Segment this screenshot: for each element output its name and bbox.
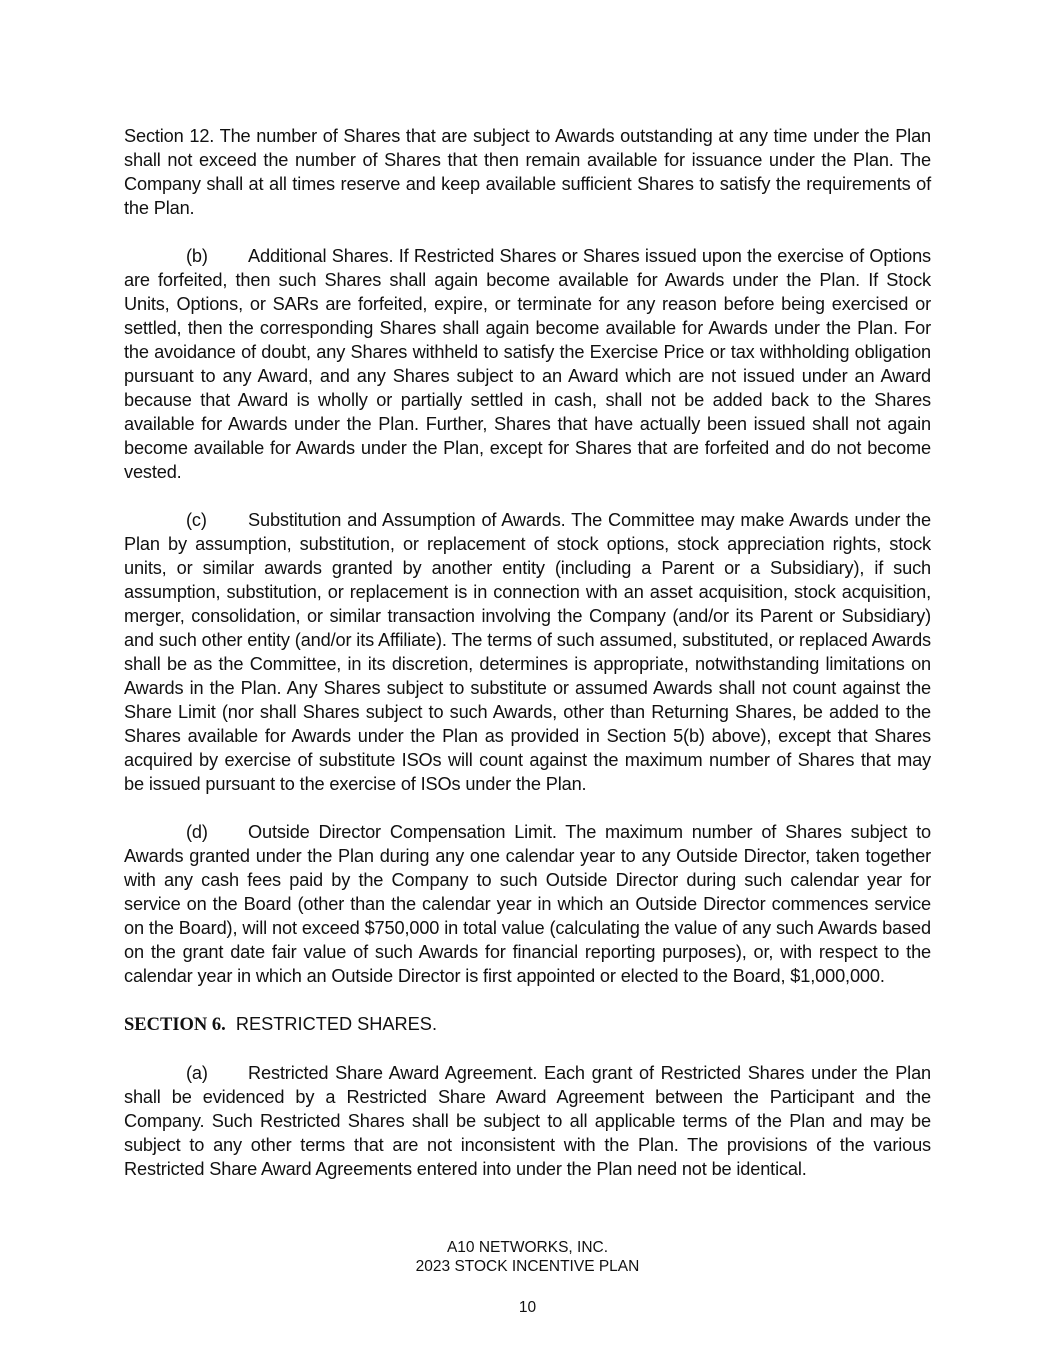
section-6-number: SECTION 6. bbox=[124, 1015, 226, 1035]
paragraph-d-text: Outside Director Compensation Limit. The maximum number of Shares subject to Awards granted under the Plan during any one calendar year to any Outside Director, taken together with any cash fees paid by the Company to such Outside Director during such calendar year for service on the Board (other than the calendar year in which an Outside Director commences service on the Board), will not exceed $750,000 in total value (calculating the value of any such Awards based on the grant date fair value of such Awards for financial reporting purposes), or, with respect to the calendar year in which an Outside Director is first appointed or elected to the Board, $1,000,000. bbox=[124, 822, 931, 986]
footer-company: A10 NETWORKS, INC. bbox=[446, 1239, 609, 1256]
paragraph-6a-label: (a) bbox=[186, 1063, 208, 1083]
page-body bbox=[124, 124, 931, 1205]
section-6-heading bbox=[124, 1012, 931, 1037]
paragraph-intro: Section 12. The number of Shares that are subject to Awards outstanding at any time under the Plan shall not exceed the number of Shares that then remain available for issuance under the Plan. The Company shall at all times reserve and keep available sufficient Shares to satisfy the requirements of the Plan. bbox=[124, 126, 931, 218]
paragraph-c-label: (c) bbox=[186, 510, 207, 530]
paragraph-c bbox=[124, 508, 931, 796]
paragraph-6a-text: Restricted Share Award Agreement. Each grant of Restricted Shares under the Plan shall be evidenced by a Restricted Share Award Agreement between the Participant and the Company. Such Restricted Shares shall be subject to all applicable terms of the Plan and may be subject to any other terms that are not inconsistent with the Plan. The provisions of the various Restricted Share Award Agreements entered into under the Plan need not be identical. bbox=[124, 1063, 931, 1179]
paragraph-b-label: (b) bbox=[186, 246, 208, 266]
paragraph-b bbox=[124, 244, 931, 484]
page-number: 10 bbox=[518, 1299, 537, 1316]
paragraph-d bbox=[124, 820, 931, 988]
paragraph-c-text: Substitution and Assumption of Awards. The Committee may make Awards under the Plan by assumption, substitution, or replacement of stock options, stock appreciation rights, stock units, or similar awards granted by another entity (including a Parent or a Subsidiary), if such assumption, substitution, or replacement is in connection with an asset acquisition, stock acquisition, merger, consolidation, or similar transaction involving the Company (and/or its Parent or Subsidiary) and such other entity (and/or its Affiliate). The terms of such assumed, substituted, or replaced Awards shall be as the Committee, in its discretion, determines is appropriate, notwithstanding limitations on Awards in the Plan. Any Shares subject to substitute or assumed Awards shall not count against the Share Limit (nor shall Shares subject to such Awards, other than Returning Shares, be added to the Shares available for Awards under the Plan as provided in Section 5(b) above), except that Shares acquired by exercise of substitute ISOs will count against the maximum number of Shares that may be issued pursuant to the exercise of ISOs under the Plan. bbox=[124, 510, 931, 794]
section-6-title: RESTRICTED SHARES. bbox=[235, 1014, 437, 1034]
paragraph-d-label: (d) bbox=[186, 822, 208, 842]
paragraph-b-text: Additional Shares. If Restricted Shares or Shares issued upon the exercise of Options are forfeited, then such Shares shall again become available for Awards under the Plan. If Stock Units, Options, or SARs are forfeited, expire, or terminate for any reason before being exercised or settled, then the corresponding Shares shall again become available for Awards under the Plan. For the avoidance of doubt, any Shares withheld to satisfy the Exercise Price or tax withholding obligation pursuant to any Award, and any Shares subject to an Award which are not issued under an Award because that Award is wholly or partially settled in cash, shall not be added back to the Shares available for Awards under the Plan. Further, Shares that have actually been issued shall not again become available for Awards under the Plan, except for Shares that are forfeited and do not become vested. bbox=[124, 246, 931, 482]
footer-plan-title: 2023 STOCK INCENTIVE PLAN bbox=[415, 1258, 640, 1275]
paragraph-6a bbox=[124, 1061, 931, 1181]
